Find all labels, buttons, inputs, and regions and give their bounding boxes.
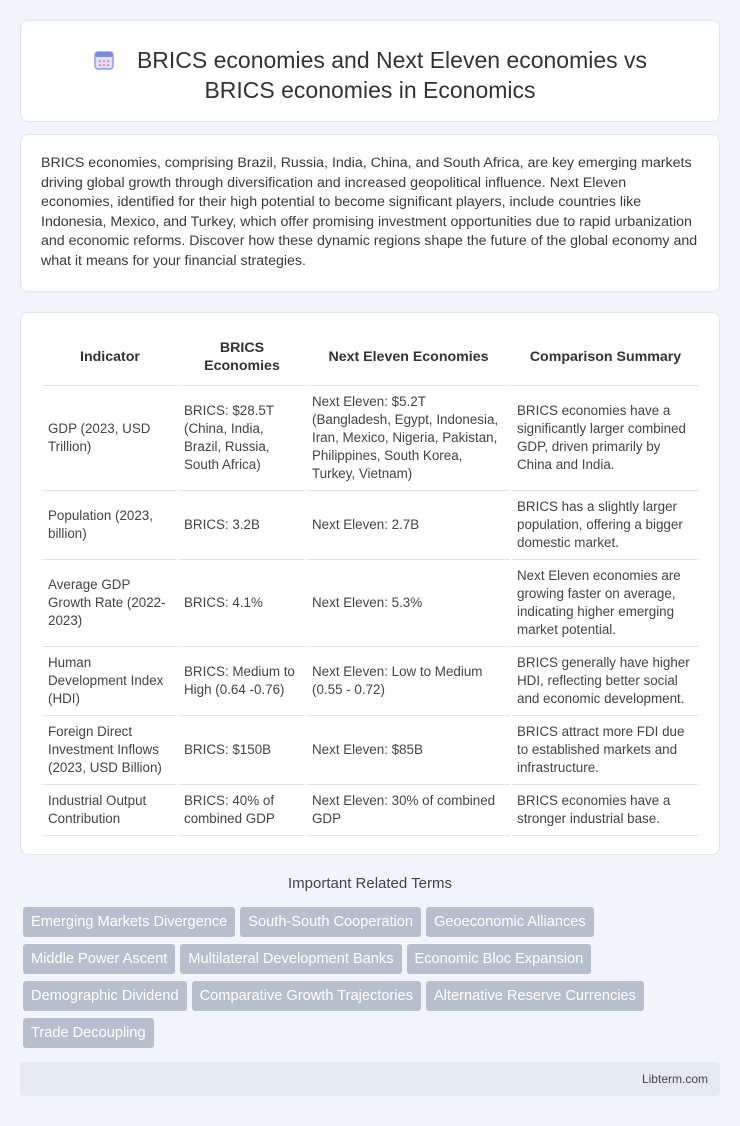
header-indicator: Indicator [43,329,178,386]
table-cell: BRICS: 3.2B [178,491,306,560]
table-cell: BRICS: $150B [178,716,306,785]
table-cell: Population (2023, billion) [43,491,178,560]
table-row [43,560,699,647]
title-card [20,20,720,122]
table-row [43,716,699,785]
comparison-table [43,329,699,836]
comparison-table-card [20,312,720,855]
table-cell: BRICS economies have a stronger industrial base. [511,785,699,836]
table-cell: GDP (2023, USD Trillion) [43,386,178,491]
related-term-tag[interactable]: Trade Decoupling [23,1018,154,1048]
related-terms-title: Important Related Terms [288,875,452,892]
table-cell: Industrial Output Contribution [43,785,178,836]
table-cell: Human Development Index (HDI) [43,647,178,716]
table-cell: Foreign Direct Investment Inflows (2023, USD Billion) [43,716,178,785]
table-cell: Next Eleven economies are growing faster on average, indicating higher emerging market potential. [511,560,699,647]
related-term-tag[interactable]: Emerging Markets Divergence [23,907,235,937]
table-cell: Average GDP Growth Rate (2022-2023) [43,560,178,647]
table-cell: BRICS attract more FDI due to established markets and infrastructure. [511,716,699,785]
page-title-text: BRICS economies and Next Eleven economies vs BRICS economies in Economics [136,47,648,103]
table-cell: Next Eleven: 2.7B [306,491,511,560]
footer-brand-link[interactable]: Libterm.com [641,1072,708,1086]
header-next-eleven: Next Eleven Economies [306,329,511,386]
table-cell: BRICS economies have a significantly larger combined GDP, driven primarily by China and India. [511,386,699,491]
calendar-icon [93,48,115,70]
table-row [43,785,699,836]
table-row [43,386,699,491]
related-term-tag[interactable]: Comparative Growth Trajectories [192,981,421,1011]
intro-card [20,134,720,292]
table-cell: Next Eleven: 5.3% [306,560,511,647]
table-cell: Next Eleven: $5.2T (Bangladesh, Egypt, Indonesia, Iran, Mexico, Nigeria, Pakistan, Philippines, South Korea, Turkey, Vietnam) [306,386,511,491]
table-cell: BRICS: 40% of combined GDP [178,785,306,836]
page-title [21,45,719,105]
table-row [43,647,699,716]
table-header-row [43,329,699,386]
related-term-tag[interactable]: Multilateral Development Banks [180,944,401,974]
related-term-tag[interactable]: Alternative Reserve Currencies [426,981,644,1011]
header-comparison: Comparison Summary [511,329,699,386]
table-cell: Next Eleven: $85B [306,716,511,785]
table-cell: BRICS has a slightly larger population, offering a bigger domestic market. [511,491,699,560]
table-cell: BRICS: Medium to High (0.64 -0.76) [178,647,306,716]
table-cell: BRICS: $28.5T (China, India, Brazil, Russia, South Africa) [178,386,306,491]
table-cell: BRICS generally have higher HDI, reflecting better social and economic development. [511,647,699,716]
related-term-tag[interactable]: Demographic Dividend [23,981,187,1011]
footer [20,1062,720,1096]
table-cell: Next Eleven: 30% of combined GDP [306,785,511,836]
related-terms-list [23,907,703,1055]
table-cell: Next Eleven: Low to Medium (0.55 - 0.72) [306,647,511,716]
related-term-tag[interactable]: Middle Power Ascent [23,944,175,974]
header-brics: BRICS Economies [178,329,306,386]
intro-paragraph: BRICS economies, comprising Brazil, Russia, India, China, and South Africa, are key emerging markets driving global growth through diversification and increased geopolitical influence. Next Eleven economies, identified for their high potential to become significant players, include countries like Indonesia, Mexico, and Turkey, which offer promising investment opportunities due to rapid urbanization and economic reforms. Discover how these dynamic regions shape the future of the global economy and what it means for your financial strategies. [41,155,698,269]
table-row [43,491,699,560]
table-cell: BRICS: 4.1% [178,560,306,647]
related-term-tag[interactable]: Geoeconomic Alliances [426,907,594,937]
related-term-tag[interactable]: South-South Cooperation [240,907,421,937]
related-term-tag[interactable]: Economic Bloc Expansion [407,944,592,974]
